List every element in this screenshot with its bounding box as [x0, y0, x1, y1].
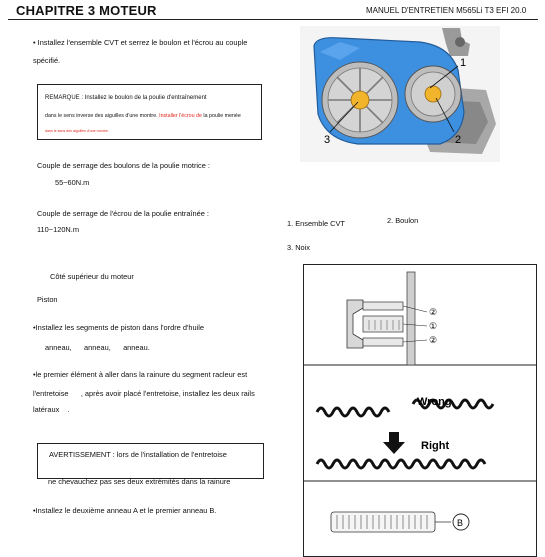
note-line-2-red: Installer l'écrou de — [159, 113, 202, 119]
note-line-2 — [45, 113, 241, 119]
ring-b-callout: B — [457, 518, 464, 528]
ring-callout-1: ② — [429, 307, 438, 317]
torque-driven-value: 110~120N.m — [37, 225, 79, 234]
right-label: Right — [421, 440, 450, 452]
warning-line-2: ne chevauchez pas ses deux extrémités dans la rainure — [48, 477, 231, 486]
torque-drive-value: 55~60N.m — [55, 178, 90, 187]
warning-line-1: AVERTISSEMENT : lors de l'installation de l'entretoise — [49, 450, 227, 459]
warning-box — [37, 443, 264, 479]
note-box — [37, 84, 262, 140]
piston-ring-illustration — [303, 264, 537, 557]
torque-driven-label: Couple de serrage de l'écrou de la poulie entraînée : — [37, 209, 209, 218]
chapter-title: CHAPITRE 3 MOTEUR — [16, 3, 157, 18]
note-line-1: REMARQUE : Installez le boulon de la poulie d'entraînement — [45, 95, 207, 101]
caption-bolt: 2. Boulon — [387, 216, 419, 225]
step-install-cvt-cont: spécifié. — [33, 56, 61, 65]
install-ring-a-b: •Installez le deuxième anneau A et le premier anneau B. — [33, 506, 217, 515]
install-rings-line-1: •Installez les segments de piston dans l'ordre d'huile — [33, 323, 204, 332]
ring-callout-3: ② — [429, 335, 438, 345]
note-line-2-text: dans le sens inverse des aiguilles d'une montre. — [45, 113, 158, 119]
callout-1: 1 — [460, 57, 467, 69]
install-rings-line-2: anneau, anneau, anneau. — [45, 343, 150, 352]
engine-top-side: Côté supérieur du moteur — [50, 272, 134, 281]
oil-ring-line-3: latéraux . — [33, 405, 70, 414]
note-line-2-end: la poulie menée — [203, 113, 241, 119]
oil-ring-line-2: l'entretoise , après avoir placé l'entretoise, installez les deux rails — [33, 389, 255, 398]
header-rule — [8, 19, 538, 20]
callout-3: 3 — [324, 134, 331, 146]
piston-label: Piston — [37, 295, 58, 304]
wrong-label: Wrong — [417, 396, 452, 408]
torque-drive-label: Couple de serrage des boulons de la poulie motrice : — [37, 161, 210, 170]
ring-callout-2: ① — [429, 321, 438, 331]
driven-pulley-nut — [425, 86, 441, 102]
callout-2: 2 — [455, 134, 462, 146]
caption-nut: 3. Noix — [287, 243, 311, 252]
engine-bolt-head — [455, 37, 465, 47]
note-line-3: dans le sens des aiguilles d'une montre. — [45, 129, 109, 133]
caption-cvt-assembly: 1. Ensemble CVT — [287, 219, 345, 228]
step-install-cvt: • Installez l'ensemble CVT et serrez le boulon et l'écrou au couple — [33, 38, 248, 47]
cvt-assembly-illustration — [300, 26, 500, 162]
oil-ring-line-1: •le premier élément à aller dans la rainure du segment racleur est — [33, 370, 248, 379]
manual-title: MANUEL D'ENTRETIEN M565Li T3 EFI 20.0 — [366, 6, 527, 15]
